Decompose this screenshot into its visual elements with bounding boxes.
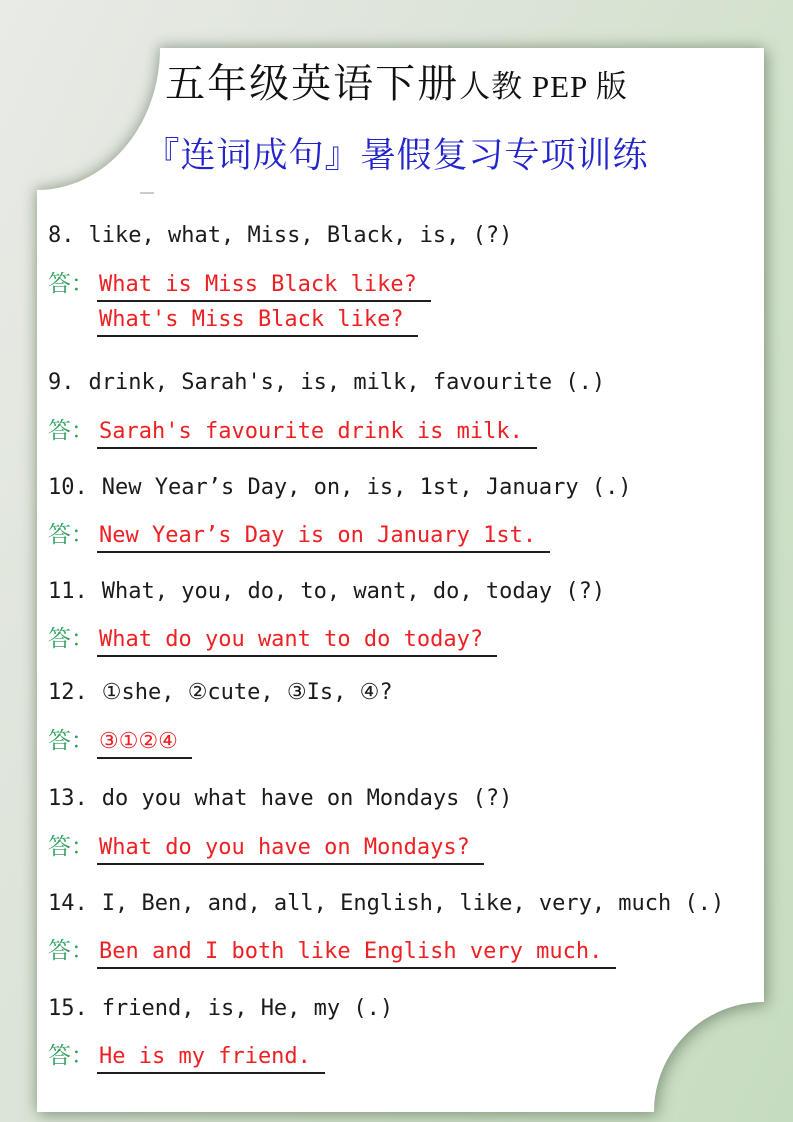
answer-label: 答： bbox=[48, 937, 94, 963]
answer-label: 答： bbox=[48, 1042, 94, 1068]
question-number: 11. bbox=[48, 579, 88, 604]
answer-text: What is Miss Black like? bbox=[97, 272, 431, 302]
question-text: drink, Sarah's, is, milk, favourite (.) bbox=[88, 370, 606, 395]
answer-label: 答： bbox=[48, 270, 94, 296]
answer-label: 答： bbox=[48, 521, 94, 547]
question-line-9 bbox=[48, 370, 605, 395]
answer-text: He is my friend. bbox=[97, 1044, 325, 1074]
question-number: 12. bbox=[48, 680, 88, 705]
question-number: 13. bbox=[48, 786, 88, 811]
answer-text: Ben and I both like English very much. bbox=[97, 939, 616, 969]
answer-text: New Year’s Day is on January 1st. bbox=[97, 523, 550, 553]
question-text: like, what, Miss, Black, is, (?) bbox=[88, 223, 513, 248]
question-number: 10. bbox=[48, 475, 88, 500]
answer-line-9 bbox=[48, 412, 537, 449]
answer-line-10 bbox=[48, 516, 550, 553]
answer-line-13 bbox=[48, 828, 484, 865]
question-line-10 bbox=[48, 475, 632, 500]
answer-line-15 bbox=[48, 1037, 325, 1074]
question-text: New Year’s Day, on, is, 1st, January (.) bbox=[101, 475, 632, 500]
question-text: What, you, do, to, want, do, today (?) bbox=[101, 579, 606, 604]
answer-label: 答： bbox=[48, 833, 94, 859]
answer-label: 答： bbox=[48, 727, 94, 753]
question-line-14 bbox=[48, 891, 724, 916]
scan-artifact-dash bbox=[140, 192, 154, 194]
page-subtitle: 『连词成句』暑假复习专项训练 bbox=[144, 136, 649, 175]
answer-line-8a bbox=[48, 265, 431, 302]
answer-text: ③①②④ bbox=[97, 729, 192, 759]
question-line-12 bbox=[48, 680, 393, 705]
question-line-11 bbox=[48, 579, 605, 604]
question-number: 8. bbox=[48, 223, 75, 248]
question-line-13 bbox=[48, 786, 512, 811]
answer-label: 答： bbox=[48, 417, 94, 443]
page-title bbox=[0, 52, 793, 109]
answer-text: What's Miss Black like? bbox=[97, 307, 418, 337]
question-number: 15. bbox=[48, 996, 88, 1021]
question-text: ①she, ②cute, ③Is, ④? bbox=[101, 680, 393, 705]
question-number: 14. bbox=[48, 891, 88, 916]
question-line-15 bbox=[48, 996, 393, 1021]
answer-text: What do you want to do today? bbox=[97, 627, 497, 657]
question-number: 9. bbox=[48, 370, 75, 395]
answer-line-12 bbox=[48, 722, 192, 759]
question-text: I, Ben, and, all, English, like, very, much (.) bbox=[101, 891, 725, 916]
answer-label: 答： bbox=[48, 625, 94, 651]
question-text: do you what have on Mondays (?) bbox=[101, 786, 513, 811]
question-text: friend, is, He, my (.) bbox=[101, 996, 394, 1021]
answer-line-8b bbox=[97, 307, 418, 337]
question-line-8 bbox=[48, 223, 512, 248]
page-title-main: 五年级英语下册 bbox=[165, 61, 460, 106]
page-title-edition: 人教 PEP 版 bbox=[459, 69, 628, 104]
answer-text: Sarah's favourite drink is milk. bbox=[97, 419, 537, 449]
answer-text: What do you have on Mondays? bbox=[97, 835, 484, 865]
answer-line-14 bbox=[48, 932, 616, 969]
answer-line-11 bbox=[48, 620, 497, 657]
